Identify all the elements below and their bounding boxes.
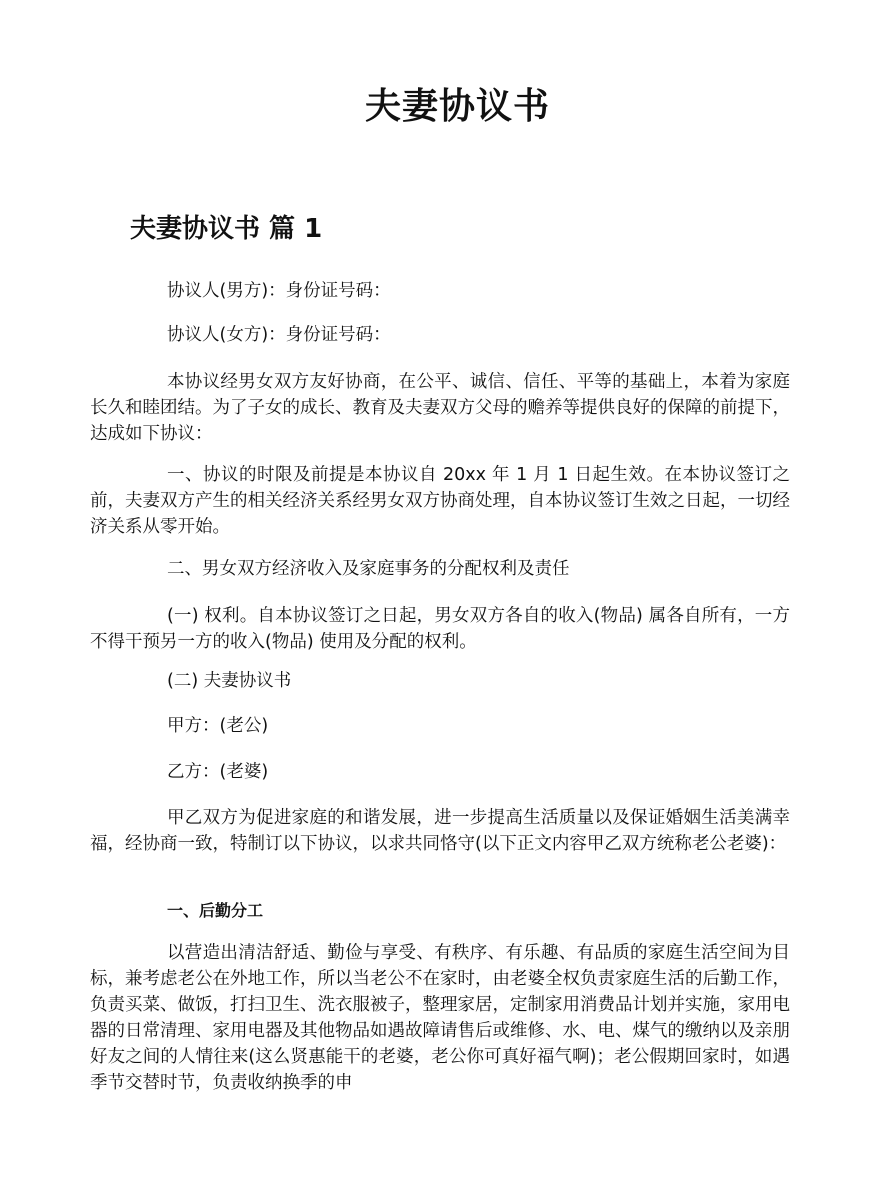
clause-2-1-paragraph: (一) 权利。自本协议签订之日起，男女双方各自的收入(物品) 属各自所有，一方不得干预另一方的收入(物品) 使用及分配的权利。 bbox=[90, 606, 790, 652]
logistics-heading: 一、后勤分工 bbox=[167, 901, 264, 920]
clause-2-heading: 二、男女双方经济收入及家庭事务的分配权利及责任 bbox=[167, 559, 570, 579]
party-b-line: 乙方：(老婆) bbox=[167, 762, 269, 782]
document-title: 夫妻协议书 bbox=[364, 86, 550, 127]
party-male-line: 协议人(男方)：身份证号码： bbox=[167, 281, 391, 301]
intro-paragraph: 本协议经男女双方友好协商，在公平、诚信、信任、平等的基础上，本着为家庭长久和睦团结。为了子女的成长、教育及夫妻双方父母的赡养等提供良好的保障的前提下，达成如下协议： bbox=[90, 372, 790, 444]
section-title: 夫妻协议书 篇 1 bbox=[130, 214, 323, 244]
party-female-line: 协议人(女方)：身份证号码： bbox=[167, 325, 391, 345]
clause-2-2-line: (二) 夫妻协议书 bbox=[167, 671, 292, 691]
clause-1-paragraph: 一、协议的时限及前提是本协议自 20xx 年 1 月 1 日起生效。在本协议签订之前，夫妻双方产生的相关经济关系经男女双方协商处理，自本协议签订生效之日起，一切经济关系从零开始。 bbox=[90, 465, 790, 537]
party-a-line: 甲方：(老公) bbox=[167, 716, 269, 736]
logistics-paragraph: 以营造出清洁舒适、勤俭与享受、有秩序、有乐趣、有品质的家庭生活空间为目标，兼考虑老公在外地工作，所以当老公不在家时，由老婆全权负责家庭生活的后勤工作，负责买菜、做饭，打扫卫生、洗衣服被子，整理家居，定制家用消费品计划并实施，家用电器的日常清理、家用电器及其他物品如遇故障请售后或维修、水、电、煤气的缴纳以及亲朋好友之间的人情往来(这么贤惠能干的老婆，老公你可真好福气啊)；老公假期回家时，如遇季节交替时节，负责收纳换季的申 bbox=[90, 943, 790, 1093]
preamble-paragraph: 甲乙双方为促进家庭的和谐发展，进一步提高生活质量以及保证婚姻生活美满幸福，经协商一致，特制订以下协议，以求共同恪守(以下正文内容甲乙双方统称老公老婆)： bbox=[90, 808, 790, 854]
